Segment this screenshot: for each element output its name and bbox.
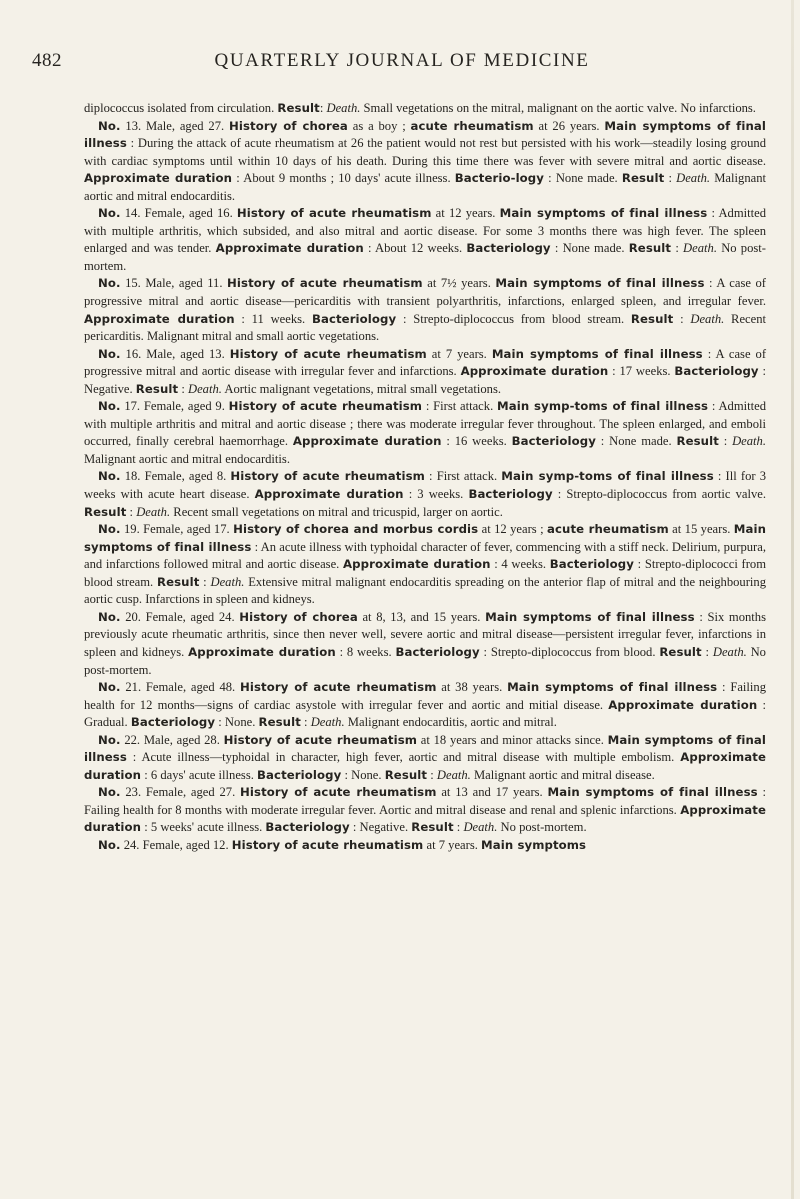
body-text-run: : Gradual. — [84, 697, 766, 730]
body-text-run: 23. Female, aged 27. — [120, 785, 241, 800]
body-text-run: : — [427, 767, 437, 782]
body-text-run: at 7½ years. — [422, 276, 496, 291]
body-text-run: at 8, 13, and 15 years. — [357, 609, 486, 624]
body-text-run: : Ill for 3 weeks with acute heart disease. — [84, 469, 766, 502]
bold-heading-text: Result — [676, 434, 719, 449]
bold-heading-text: Approximate duration — [84, 171, 233, 186]
bold-heading-text: Bacteriology — [130, 715, 216, 730]
body-text-run: : Strepto-diplococcus from blood stream. — [396, 311, 631, 326]
body-text-run: No post-mortem. — [84, 241, 766, 273]
body-text-run: : 3 weeks. — [403, 487, 469, 502]
bold-heading-text: No. — [98, 785, 121, 800]
bold-heading-text: Result — [156, 574, 200, 589]
case-paragraph — [84, 275, 766, 345]
bold-heading-text: No. — [98, 732, 121, 747]
body-text-run: Extensive mitral malignant endocarditis spreading on the anterior flap of mitral and the neighbouring aortic cusp. Infarctions in spleen and kidneys. — [84, 574, 767, 607]
bold-heading-text: Result — [628, 241, 672, 256]
body-text-run: : 16 weeks. — [441, 434, 512, 449]
body-text-run: : — [673, 311, 691, 326]
italic-text: Death. — [463, 820, 498, 835]
body-text-run: Aortic malignant vegetations, mitral small vegetations. — [221, 381, 502, 396]
page-number: 482 — [32, 50, 62, 71]
page-edge-shadow — [791, 0, 794, 1199]
bold-heading-text: Approximate duration — [343, 557, 491, 572]
bold-heading-text: Main symp-toms of final illness — [501, 469, 714, 484]
bold-heading-text: Result — [258, 715, 301, 730]
body-text-run: : 17 weeks. — [608, 364, 675, 379]
body-text-run: : Admitted with multiple arthritis and mitral and aortic disease ; there was moderate irregular fever throughout. The spleen enlarged, and emboli occurred, finally cerebral haemorrhage. — [84, 399, 767, 449]
body-text-run: : Strepto-diplococcus from aortic valve. — [552, 487, 766, 502]
italic-text: Death. — [187, 381, 222, 396]
case-paragraph — [84, 521, 766, 609]
bold-heading-text: Main symp-toms of final illness — [497, 399, 709, 414]
bold-heading-text: Result — [277, 101, 320, 115]
body-text-run: No post-mortem. — [84, 644, 766, 677]
case-paragraph — [84, 100, 766, 118]
body-text-run: : — [453, 820, 464, 835]
body-text-run: 17. Female, aged 9. — [120, 399, 229, 414]
italic-text: Death. — [712, 644, 747, 659]
body-text-run: : Failing health for 8 months with moderate irregular fever. Aortic and mitral disease and renal and splenic infarctions. — [84, 785, 766, 817]
bold-heading-text: Main symptoms of final illness — [495, 276, 705, 291]
bold-heading-text: Result — [630, 311, 674, 326]
bold-heading-text: Main symptoms — [481, 837, 587, 852]
body-text-run: 14. Female, aged 16. — [120, 206, 237, 221]
body-text-run: 24. Female, aged 12. — [120, 837, 232, 852]
bold-heading-text: Main symptoms of final illness — [84, 118, 766, 151]
page-header — [32, 50, 772, 76]
bold-heading-text: Main symptoms of final illness — [485, 609, 695, 624]
running-title: QUARTERLY JOURNAL OF MEDICINE — [214, 50, 590, 71]
body-text-run: : — [718, 434, 733, 449]
bold-heading-text: History of acute rheumatism — [236, 206, 432, 221]
bold-heading-text: Approximate duration — [254, 487, 404, 502]
body-text-run: : Six months previously acute rheumatic arthritis, since then never well, severe aortic and mitral disease—persistent irregular fever, infarctions in spleen and kidneys. — [84, 609, 766, 659]
body-text-run: Malignant aortic and mitral disease. — [470, 767, 655, 782]
bold-heading-text: History of chorea — [239, 609, 358, 624]
italic-text: Death. — [210, 574, 245, 589]
body-text-run: : First attack. — [422, 399, 498, 414]
bold-heading-text: History of acute rheumatism — [231, 837, 424, 852]
bold-heading-text: Approximate duration — [608, 697, 758, 712]
body-text-run: 21. Female, aged 48. — [120, 680, 240, 695]
bold-heading-text: History of acute rheumatism — [240, 680, 437, 695]
bold-heading-text: Approximate duration — [188, 644, 336, 659]
bold-heading-text: Result — [621, 171, 665, 186]
body-text-run: at 7 years. — [426, 346, 492, 361]
bold-heading-text: Result — [135, 381, 179, 396]
case-paragraph — [84, 205, 766, 275]
body-text-run: : An acute illness with typhoidal character of fever, commencing with a stiff neck. Delirium, purpura, and infarctions followed mitral and aortic disease. — [84, 539, 766, 572]
bold-heading-text: No. — [98, 469, 121, 484]
case-paragraph — [84, 732, 766, 785]
body-text-run: : Admitted with multiple arthritis, which subsided, and also mitral and aortic disease. For some 3 months there was high fever. The spleen enlarged and was tender. — [84, 206, 767, 256]
body-text-run: : None made. — [550, 241, 629, 256]
bold-heading-text: Main symptoms of final illness — [547, 785, 758, 800]
body-text-run: at 12 years ; — [478, 522, 548, 537]
body-text-run: : Negative. — [84, 364, 766, 396]
bold-heading-text: No. — [98, 206, 121, 221]
italic-text: Death. — [676, 171, 711, 186]
body-text-run: : — [664, 171, 677, 186]
bold-heading-text: Bacteriology — [395, 644, 480, 659]
body-text-run: : None. — [341, 767, 385, 782]
case-paragraph — [84, 118, 766, 206]
body-text-run: at 38 years. — [436, 680, 508, 695]
bold-heading-text: History of acute rheumatism — [223, 732, 418, 747]
body-text-run: : — [199, 574, 211, 589]
body-text-run: : First attack. — [424, 469, 502, 484]
bold-heading-text: Bacterio-logy — [454, 171, 544, 186]
body-text-run: : Strepto-diplococci from blood stream. — [84, 557, 767, 589]
italic-text: Death. — [690, 311, 725, 326]
body-text-run: : — [319, 101, 327, 115]
body-text-run: Malignant endocarditis, aortic and mitral. — [344, 715, 557, 730]
bold-heading-text: acute rheumatism — [547, 522, 669, 537]
body-text-run: No post-mortem. — [497, 820, 587, 835]
body-text-run: at 18 years and minor attacks since. — [417, 732, 608, 747]
body-text-run: at 13 and 17 years. — [436, 785, 548, 800]
body-text-run: 16. Male, aged 13. — [120, 346, 230, 361]
body-text-run: at 7 years. — [423, 837, 482, 852]
article-body — [84, 100, 766, 855]
bold-heading-text: No. — [98, 680, 121, 695]
bold-heading-text: Approximate duration — [215, 241, 364, 256]
bold-heading-text: History of acute rheumatism — [240, 785, 437, 800]
body-text-run: Recent small vegetations on mitral and tricuspid, larger on aortic. — [170, 504, 503, 519]
bold-heading-text: Bacteriology — [257, 767, 342, 782]
bold-heading-text: No. — [98, 399, 121, 414]
bold-heading-text: Approximate duration — [84, 311, 235, 326]
bold-heading-text: acute rheumatism — [410, 118, 534, 133]
body-text-run: : None. — [215, 715, 259, 730]
body-text-run: : Negative. — [349, 820, 412, 835]
bold-heading-text: History of chorea and morbus cordis — [233, 522, 479, 537]
italic-text: Death. — [732, 434, 767, 449]
body-text-run: : About 9 months ; 10 days' acute illness. — [232, 171, 455, 186]
bold-heading-text: History of acute rheumatism — [229, 346, 427, 361]
bold-heading-text: No. — [98, 837, 121, 852]
bold-heading-text: Result — [411, 820, 454, 835]
bold-heading-text: History of acute rheumatism — [228, 399, 423, 414]
bold-heading-text: No. — [98, 118, 121, 133]
body-text-run: : None made. — [595, 434, 677, 449]
body-text-run: : A case of progressive mitral and aortic disease—pericarditis with transient polyarthritis, infarctions, enlarged spleen, and irregular fever. — [84, 276, 766, 309]
bold-heading-text: Approximate duration — [84, 750, 766, 782]
body-text-run: : 8 weeks. — [335, 644, 396, 659]
body-text-run: at 15 years. — [668, 522, 734, 537]
body-text-run: : — [300, 715, 311, 730]
case-paragraph — [84, 346, 766, 399]
bold-heading-text: Main symptoms of final illness — [491, 346, 703, 361]
bold-heading-text: Main symptoms of final illness — [84, 732, 766, 765]
bold-heading-text: Approximate duration — [460, 364, 609, 379]
bold-heading-text: Bacteriology — [511, 434, 596, 449]
body-text-run: : — [178, 381, 188, 396]
body-text-run: Malignant aortic and mitral endocarditis. — [84, 171, 766, 203]
body-text-run: at 12 years. — [431, 206, 500, 221]
body-text-run: : — [126, 504, 137, 519]
bold-heading-text: Bacteriology — [265, 820, 350, 835]
bold-heading-text: Main symptoms of final illness — [499, 206, 708, 221]
body-text-run: Recent pericarditis. Malignant mitral and small aortic vegetations. — [84, 311, 767, 344]
bold-heading-text: Approximate duration — [84, 802, 766, 835]
bold-heading-text: History of acute rheumatism — [227, 276, 423, 291]
body-text-run: : — [671, 241, 684, 256]
bold-heading-text: Bacteriology — [674, 364, 759, 379]
case-paragraph — [84, 609, 766, 679]
bold-heading-text: Main symptoms of final illness — [84, 522, 767, 554]
bold-heading-text: Bacteriology — [468, 487, 553, 502]
body-text-run: 20. Female, aged 24. — [120, 609, 240, 624]
bold-heading-text: Approximate duration — [292, 434, 442, 449]
case-paragraph — [84, 679, 766, 732]
bold-heading-text: History of acute rheumatism — [230, 469, 425, 484]
body-text-run: : — [701, 644, 713, 659]
body-text-run: : A case of progressive mitral and aortic disease with irregular fever and infarctions. — [84, 346, 767, 379]
case-paragraph — [84, 784, 766, 837]
body-text-run: 13. Male, aged 27. — [120, 118, 229, 133]
italic-text: Death. — [310, 715, 345, 730]
italic-text: Death. — [326, 101, 361, 115]
case-paragraph — [84, 468, 766, 521]
body-text-run: Small vegetations on the mitral, malignant on the aortic valve. No infarctions. — [360, 101, 756, 115]
body-text-run: : 4 weeks. — [490, 557, 550, 572]
body-text-run: 19. Female, aged 17. — [120, 522, 234, 537]
body-text-run: : None made. — [544, 171, 622, 186]
bold-heading-text: No. — [98, 609, 121, 624]
case-paragraph — [84, 398, 766, 468]
bold-heading-text: No. — [98, 522, 121, 537]
body-text-run: : 6 days' acute illness. — [141, 767, 258, 782]
bold-heading-text: Result — [659, 644, 702, 659]
body-text-run: Malignant aortic and mitral endocarditis. — [84, 451, 290, 466]
body-text-run: : About 12 weeks. — [363, 241, 467, 256]
bold-heading-text: Result — [84, 504, 127, 519]
body-text-run: : Strepto-diplococcus from blood. — [479, 644, 660, 659]
bold-heading-text: No. — [98, 276, 121, 291]
body-text-run: : 11 weeks. — [234, 311, 312, 326]
bold-heading-text: Result — [384, 767, 428, 782]
body-text-run: : Acute illness—typhoidal in character, high fever, aortic and mitral disease with multiple embolism. — [126, 750, 681, 765]
body-text-run: 22. Male, aged 28. — [120, 732, 224, 747]
italic-text: Death. — [683, 241, 717, 256]
body-text-run: as a boy ; — [347, 118, 411, 133]
body-text-run: at 26 years. — [533, 118, 605, 133]
body-text-run: 18. Female, aged 8. — [120, 469, 231, 484]
case-paragraph — [84, 837, 766, 855]
bold-heading-text: Bacteriology — [311, 311, 397, 326]
italic-text: Death. — [436, 767, 471, 782]
bold-heading-text: No. — [98, 346, 121, 361]
body-text-run: 15. Male, aged 11. — [120, 276, 228, 291]
body-text-run: : 5 weeks' acute illness. — [141, 820, 266, 835]
bold-heading-text: History of chorea — [229, 118, 348, 133]
italic-text: Death. — [136, 504, 171, 519]
body-text-run: : During the attack of acute rheumatism at 26 the patient would not rest but persisted with his work—steadily losing ground with cardiac symptoms until within 10 days of his death. During this time there was fever with severe mitral and aortic disease. — [84, 136, 766, 168]
body-text-run: : Failing health for 12 months—signs of cardiac asystole with irregular fever and aortic and mitial disease. — [84, 680, 767, 712]
bold-heading-text: Bacteriology — [549, 557, 634, 572]
bold-heading-text: Bacteriology — [466, 241, 551, 256]
body-text-run: diplococcus isolated from circulation. — [84, 101, 278, 115]
bold-heading-text: Main symptoms of final illness — [507, 680, 718, 695]
